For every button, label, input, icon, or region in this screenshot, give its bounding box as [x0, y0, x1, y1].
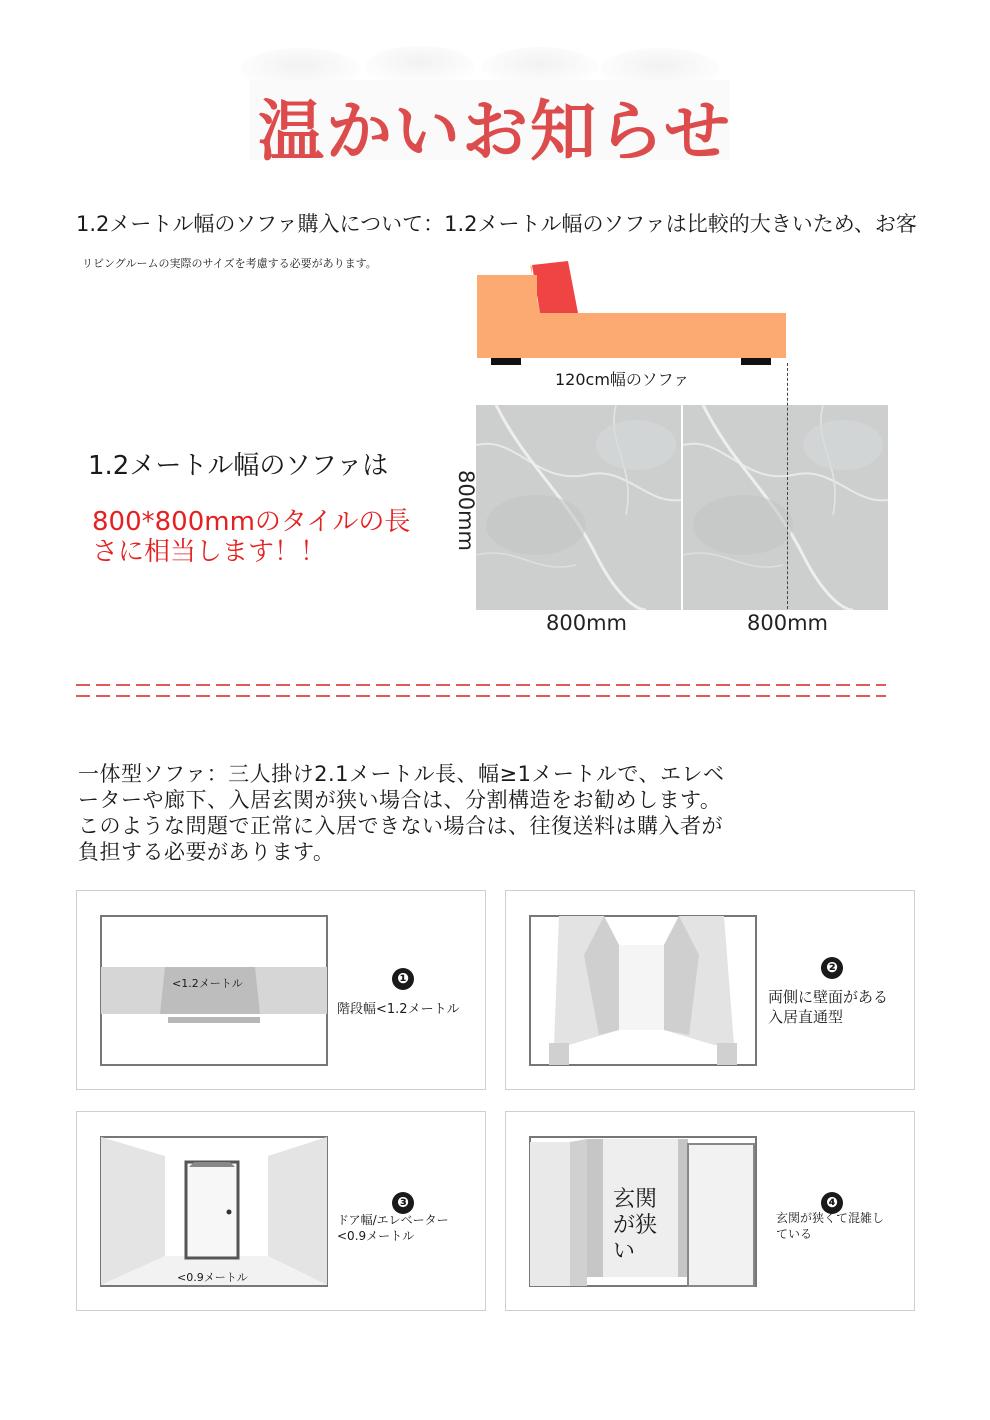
sofa-edge-guide [787, 363, 788, 609]
door-width-label: <0.9メートル [177, 1271, 248, 1284]
sofa-illustration [470, 255, 800, 380]
step-number-badge: ❶ [392, 968, 414, 990]
stairs-illustration [100, 915, 328, 1066]
panel-label: ドア幅/エレベーター<0.9メートル [337, 1213, 449, 1243]
panel-corridor [505, 890, 915, 1090]
panel-entrance [505, 1111, 915, 1311]
step-number-badge: ❹ [821, 1192, 843, 1214]
entrance-label-line: 玄関 [613, 1187, 658, 1212]
entrance-label-line: が狭 [613, 1213, 658, 1238]
step-number-badge: ❷ [821, 957, 843, 979]
marble-tile [476, 405, 681, 610]
intro-subtext: リビングルームの実際のサイズを考慮する必要があります。 [82, 257, 377, 270]
panel-label: 階段幅<1.2メートル [337, 1002, 460, 1017]
entrance-illustration [529, 1136, 757, 1287]
sofa-width-label: 120cm幅のソファ [555, 370, 690, 389]
panel-stairs [76, 890, 486, 1090]
panel-door [76, 1111, 486, 1311]
warning-text: 一体型ソファ：三人掛け2.1メートル長、幅≥1メートルで、エレベーターや廊下、入居玄関が狭い場合は、分割構造をお勧めします。このような問題で正常に入居できない場合は、往復送料は購入者が負担する必要があります。 [78, 762, 725, 864]
door-illustration [100, 1136, 328, 1287]
page-title: 温かいお知らせ [257, 93, 733, 170]
corridor-illustration [529, 915, 757, 1066]
tile-width-caption: 800mm [546, 611, 627, 635]
step-number-badge: ❸ [392, 1192, 414, 1214]
intro-text: 1.2メートル幅のソファ購入について：1.2メートル幅のソファは比較的大きいため、お客 [76, 212, 917, 236]
comparison-emphasis: 800*800mmのタイルの長さに相当します！！ [92, 507, 411, 567]
panel-label: 玄関が狭くて混雑している [776, 1211, 885, 1241]
tile-width-caption: 800mm [747, 611, 828, 635]
panel-label: 両側に壁面がある入居直通型 [768, 988, 889, 1026]
tile-height-caption: 800mm [454, 470, 478, 551]
comparison-heading: 1.2メートル幅のソファは [88, 451, 389, 481]
marble-tile [683, 405, 888, 610]
stairs-width-label: <1.2メートル [172, 977, 243, 990]
dashed-divider [76, 682, 886, 700]
entrance-label-line: い [613, 1239, 636, 1264]
